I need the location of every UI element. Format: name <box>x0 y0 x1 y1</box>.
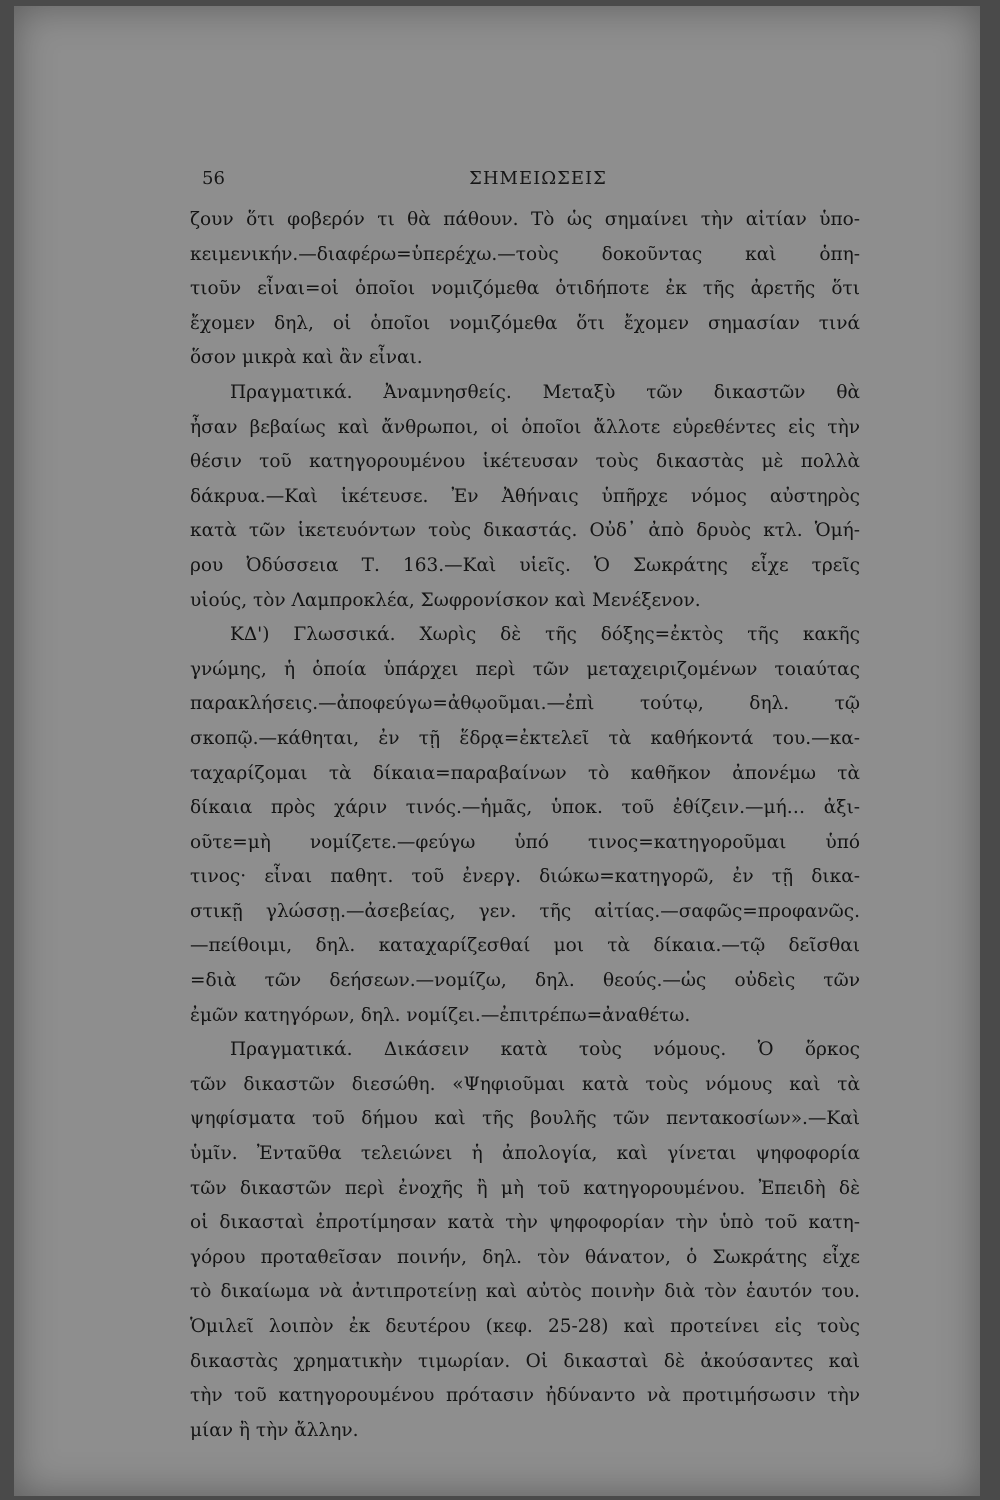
page-header <box>202 168 874 198</box>
text-line: υἱούς, τὸν Λαμπροκλέα, Σωφρονίσκον καὶ Μενέξενον. <box>190 589 701 611</box>
text-line: κατὰ τῶν ἱκετευόντων τοὺς δικαστάς. Οὐδ᾽ ἀπὸ δρυὸς κτλ. Ὁμή- <box>190 520 860 542</box>
text-line: ἦσαν βεβαίως καὶ ἄνθρωποι, οἱ ὁποῖοι ἄλλοτε εὑρεθέντες εἰς τὴν <box>190 416 860 438</box>
text-line: ἐμῶν κατηγόρων, δηλ. νομίζει.—ἐπιτρέπω=ἀναθέτω. <box>190 1004 691 1026</box>
text-line: τῶν δικαστῶν διεσώθη. «Ψηφιοῦμαι κατὰ τοὺς νόμους καὶ τὰ <box>190 1073 860 1095</box>
text-line: ὑμῖν. Ἐνταῦθα τελειώνει ἡ ἀπολογία, καὶ γίνεται ψηφοφορία <box>190 1143 860 1165</box>
text-line: ταχαρίζομαι τὰ δίκαια=παραβαίνων τὸ καθῆκον ἀπονέμω τὰ <box>190 762 860 784</box>
running-title: ΣΗΜΕΙΩΣΕΙΣ <box>469 168 607 189</box>
text-line: =διὰ τῶν δεήσεων.—νομίζω, δηλ. θεούς.—ὡς οὐδεὶς τῶν <box>190 970 860 992</box>
text-line: γνώμης, ἡ ὁποία ὑπάρχει περὶ τῶν μεταχειριζομένων τοιαύτας <box>190 658 860 680</box>
text-line: τὸ δικαίωμα νὰ ἀντιπροτείνῃ καὶ αὐτὸς ποινὴν διὰ τὸν ἑαυτόν του. <box>190 1281 860 1303</box>
text-line: δίκαια πρὸς χάριν τινός.—ἡμᾶς, ὑποκ. τοῦ ἐθίζειν.—μή… ἀξι- <box>190 797 860 819</box>
text-line: γόρου προταθεῖσαν ποινήν, δηλ. τὸν θάνατον, ὁ Σωκράτης εἶχε <box>190 1246 860 1268</box>
text-line: ρου Ὀδύσσεια Τ. 163.—Καὶ υἱεῖς. Ὁ Σωκράτης εἶχε τρεῖς <box>190 554 860 576</box>
text-line: τῶν δικαστῶν περὶ ἐνοχῆς ἢ μὴ τοῦ κατηγορουμένου. Ἐπειδὴ δὲ <box>190 1177 860 1199</box>
text-line: τὴν τοῦ κατηγορουμένου πρότασιν ἠδύναντο νὰ προτιμήσωσιν τὴν <box>190 1385 860 1407</box>
text-line: ψηφίσματα τοῦ δήμου καὶ τῆς βουλῆς τῶν πεντακοσίων».—Καὶ <box>190 1108 860 1130</box>
text-line: τινος· εἶναι παθητ. τοῦ ἐνεργ. διώκω=κατηγορῶ, ἐν τῇ δικα- <box>190 866 860 888</box>
page-number: 56 <box>202 168 225 189</box>
text-line: ζουν ὅτι φοβερόν τι θὰ πάθουν. Τὸ ὡς σημαίνει τὴν αἰτίαν ὑπο- <box>190 209 860 230</box>
text-line: σκοπῷ.—κάθηται, ἐν τῇ ἕδρᾳ=ἐκτελεῖ τὰ καθήκοντά του.—κα- <box>190 727 860 749</box>
text-line: —πείθοιμι, δηλ. καταχαρίζεσθαί μοι τὰ δίκαια.—τῷ δεῖσθαι <box>190 935 860 957</box>
text-line: μίαν ἢ τὴν ἄλλην. <box>190 1419 359 1441</box>
text-line: παρακλήσεις.—ἀποφεύγω=ἀθῳοῦμαι.—ἐπὶ τούτῳ, δηλ. τῷ <box>190 693 860 715</box>
text-line: δικαστὰς χρηματικὴν τιμωρίαν. Οἱ δικασταὶ δὲ ἀκούσαντες καὶ <box>190 1350 860 1372</box>
text-line: Πραγματικά. Δικάσειν κατὰ τοὺς νόμους. Ὁ ὅρκος <box>230 1039 860 1061</box>
text-line: ΚΔ') Γλωσσικά. Χωρὶς δὲ τῆς δόξης=ἐκτὸς τῆς κακῆς <box>230 624 860 646</box>
body-text <box>190 203 860 1448</box>
text-line: θέσιν τοῦ κατηγορουμένου ἱκέτευσαν τοὺς δικαστὰς μὲ πολλὰ <box>190 451 860 473</box>
text-line: Πραγματικά. Ἀναμνησθείς. Μεταξὺ τῶν δικαστῶν θὰ <box>230 381 860 403</box>
text-line: Ὁμιλεῖ λοιπὸν ἐκ δευτέρου (κεφ. 25-28) καὶ προτείνει εἰς τοὺς <box>190 1316 860 1337</box>
text-line: οῦτε=μὴ νομίζετε.—φεύγω ὑπό τινος=κατηγοροῦμαι ὑπό <box>190 831 860 853</box>
text-line: ὅσον μικρὰ καὶ ἂν εἶναι. <box>190 347 423 369</box>
text-line: τιοῦν εἶναι=οἱ ὁποῖοι νομιζόμεθα ὁτιδήποτε ἐκ τῆς ἀρετῆς ὅτι <box>190 278 860 300</box>
text-line: στικῇ γλώσσῃ.—ἀσεβείας, γεν. τῆς αἰτίας.—σαφῶς=προφανῶς. <box>190 900 860 922</box>
text-line: οἱ δικασταὶ ἐπροτίμησαν κατὰ τὴν ψηφοφορίαν τὴν ὑπὸ τοῦ κατη- <box>190 1212 860 1234</box>
text-line: ἔχομεν δηλ, οἱ ὁποῖοι νομιζόμεθα ὅτι ἔχομεν σημασίαν τινά <box>190 312 860 334</box>
text-line: κειμενικήν.—διαφέρω=ὑπερέχω.—τοὺς δοκοῦντας καὶ ὁπη- <box>190 243 860 265</box>
text-line: δάκρυα.—Καὶ ἱκέτευσε. Ἐν Ἀθήναις ὑπῆρχε νόμος αὐστηρὸς <box>190 485 860 507</box>
